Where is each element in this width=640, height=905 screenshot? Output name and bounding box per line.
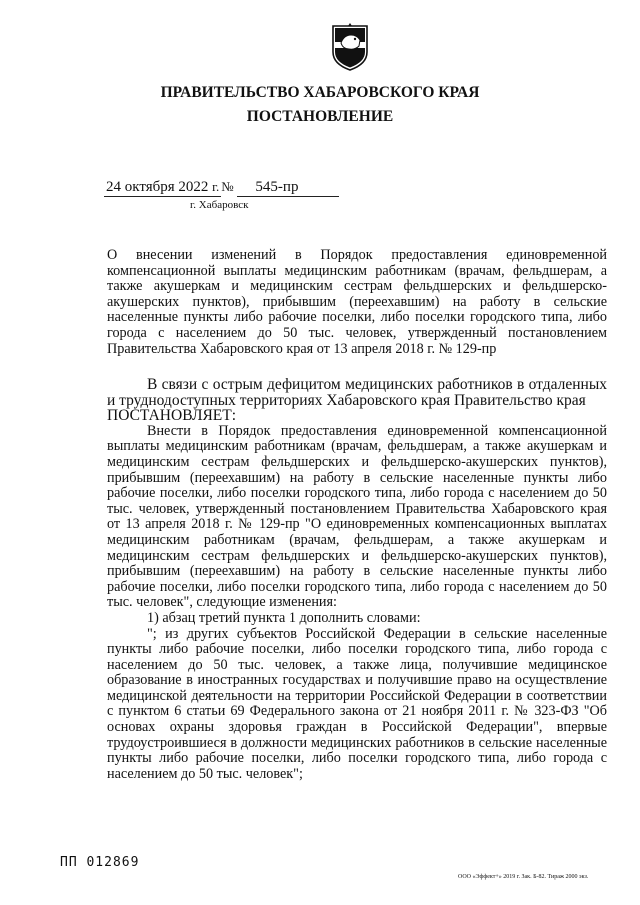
coat-of-arms-icon [329, 22, 371, 72]
document-number: 545-пр [237, 179, 339, 197]
paragraph-amendment: Внести в Порядок предоставления единовременной компенсационной выплаты медицинским работникам (врачам, фельдшерам, а также акушеркам и медицинским сестрам фельдшерских и фельдшерско-акушерских пунктов), прибывшим (переехавшим) на работу в сельские населенные пункты либо рабочие поселки, либо поселки городского типа, либо города с населением до 50 тыс. человек, утвержденный постановлением Правительства Хабаровского края от 13 апреля 2018 г. № 129-пр "О единовременных компенсационных выплатах медицинским работникам (врачам, фельдшерам, а также акушеркам и медицинским сестрам фельдшерских и фельдшерско-акушерских пунктов), прибывшим (переехавшим) на работу в сельские населенные пункты либо рабочие поселки, либо поселки городского типа, либо города с населением до 50 тыс. человек", следующие изменения: [107, 422, 607, 611]
city: г. Хабаровск [190, 199, 249, 211]
organization-name: ПРАВИТЕЛЬСТВО ХАБАРОВСКОГО КРАЯ [160, 84, 480, 101]
date-number-line [104, 179, 339, 197]
printer-imprint: ООО «Эффект+» 2019 г. Зак. Б-82. Тираж 2000 экз. [458, 874, 589, 880]
serial-number: ПП 012869 [60, 855, 140, 870]
document-body [107, 377, 607, 782]
document-date: 24 октября 2022 г. [106, 179, 220, 195]
decree-word: ПОСТАНОВЛЯЕТ: [107, 407, 237, 425]
document-title: О внесении изменений в Порядок предоставления единовременной компенсационной выплаты медицинским работникам (врачам, фельдшерам, а также акушеркам и медицинским сестрам фельдшерских и фельдшерско-акушерских пунктов), прибывшим (переехавшим) на работу в сельские населенные пункты либо рабочие поселки, либо поселки городского типа, либо города с населением до 50 тыс. человек, утвержденный постановлением Правительства Хабаровского края от 13 апреля 2018 г. № 129-пр [107, 247, 607, 357]
intro-paragraph: В связи с острым дефицитом медицинских работников в отдаленных и труднодоступных территориях Хабаровского края Правительство края [107, 376, 607, 409]
document-type: ПОСТАНОВЛЕНИЕ [246, 108, 394, 125]
quoted-amendment: "; из других субъектов Российской Федерации в сельские населенные пункты либо рабочие поселки, либо поселки городского типа, либо города с населением до 50 тыс. человек, а также лица, получившие медицинское образование в иностранных государствах и получившие право на осуществление медицинской деятельности на территории Российской Федерации в соответствии с пунктом 6 статьи 69 Федерального закона от 21 ноября 2011 г. № 323-ФЗ "Об основах охраны здоровья граждан в Российской Федерации", впервые трудоустроившиеся в должности медицинских работников в сельские населенные пункты либо рабочие поселки, либо поселки городского типа, либо города с населением до 50 тыс. человек"; [107, 625, 607, 782]
number-sign: № [221, 179, 234, 194]
item-1: 1) абзац третий пункта 1 дополнить словами: [147, 609, 421, 626]
